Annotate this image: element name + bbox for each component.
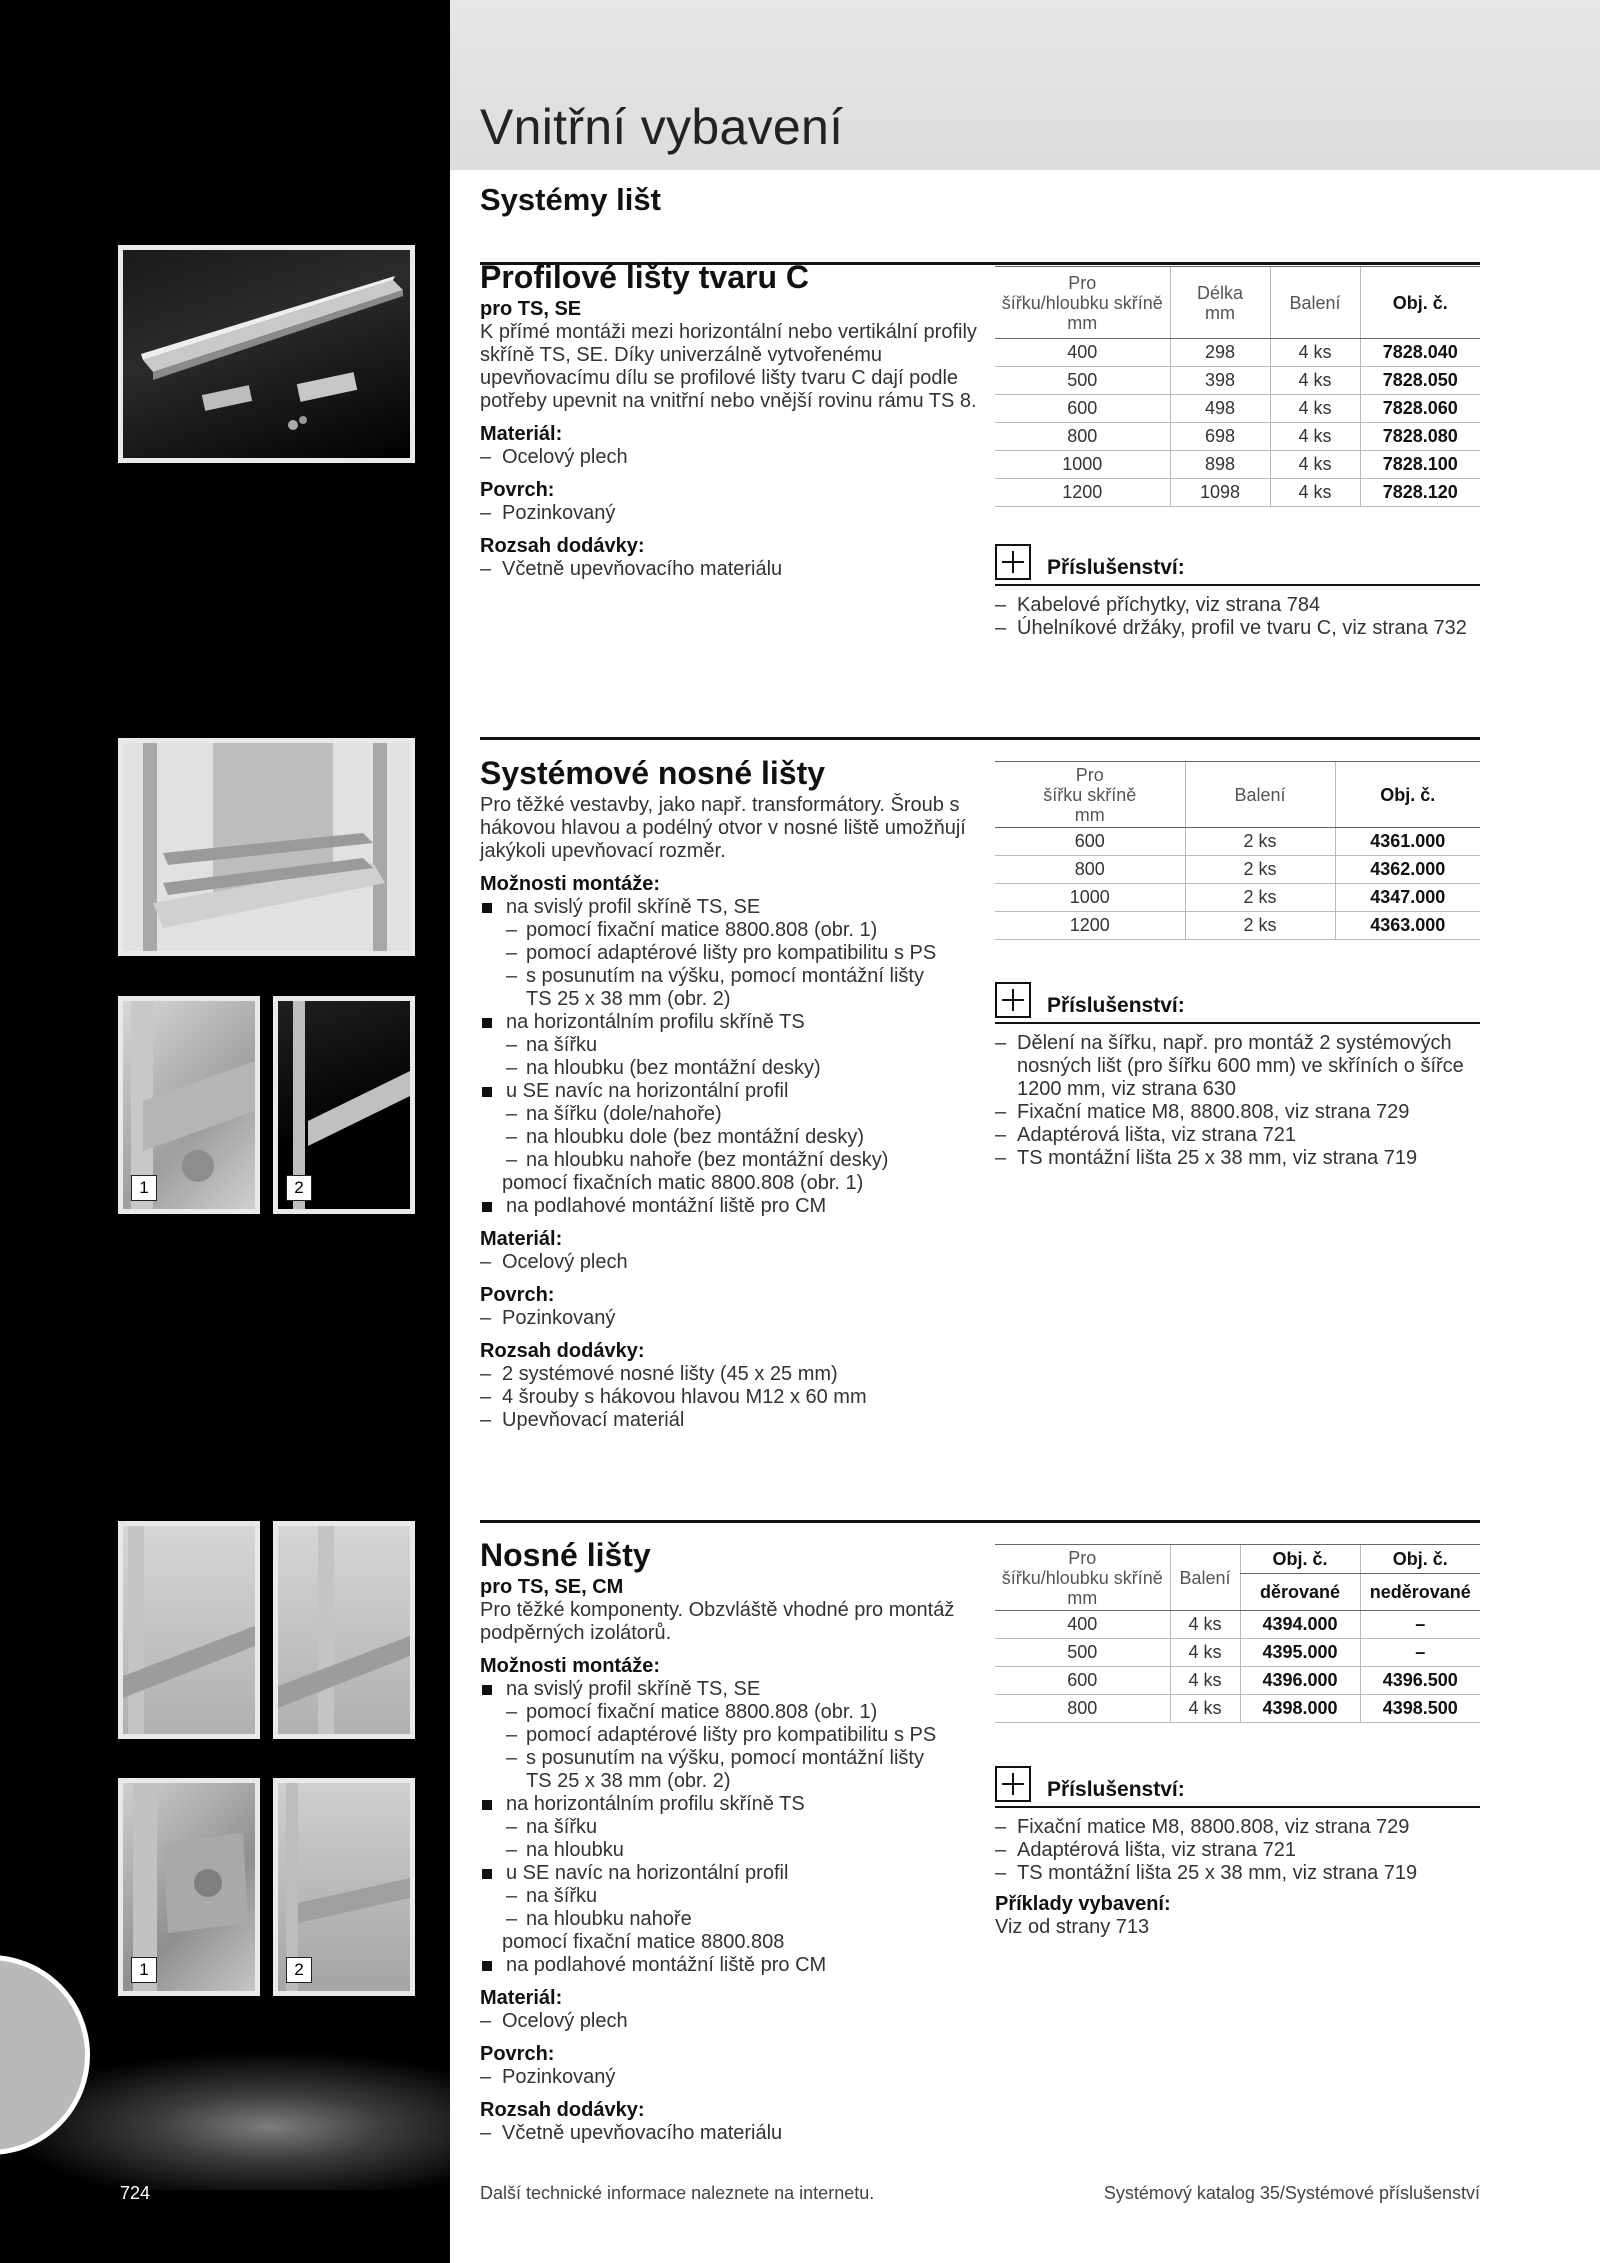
table-header-cell: Balení (1270, 267, 1360, 339)
mount-option: na svislý profil skříně TS, SE (480, 896, 990, 919)
mount-suboption: – na šířku (480, 1816, 990, 1839)
table-header-cell: Délka mm (1170, 267, 1270, 339)
table-row (995, 367, 1480, 395)
table-cell: 498 (1170, 395, 1270, 423)
mount-suboption: – pomocí adaptérové lišty pro kompatibilitu s PS (480, 1724, 990, 1747)
table-row (995, 856, 1480, 884)
mount-suboption: – na šířku (480, 1034, 990, 1057)
section-divider (480, 737, 1480, 740)
table-cell: 4 ks (1270, 451, 1360, 479)
table-cell: 4 ks (1170, 1695, 1240, 1723)
section1-scope: – Včetně upevňovacího materiálu (480, 558, 990, 581)
table-row (995, 912, 1480, 940)
table-cell: 7828.100 (1360, 451, 1480, 479)
table-cell: – (1360, 1611, 1480, 1639)
page-title: Vnitřní vybavení (480, 99, 844, 155)
accessories-header (995, 1766, 1480, 1808)
mount-suboption: – na šířku (dole/nahoře) (480, 1103, 990, 1126)
table-header-cell: děrované (1240, 1573, 1360, 1610)
table-header-cell: Pro šířku skříně mm (995, 762, 1185, 828)
scope-item: – Upevňovací materiál (480, 1409, 990, 1432)
table-row (995, 1667, 1480, 1695)
figure-badge: 2 (286, 1957, 312, 1983)
scope-item: – 2 systémové nosné lišty (45 x 25 mm) (480, 1363, 990, 1386)
table-cell: 4 ks (1270, 367, 1360, 395)
scope-item: – 4 šrouby s hákovou hlavou M12 x 60 mm (480, 1386, 990, 1409)
mount-option: na podlahové montážní liště pro CM (480, 1195, 990, 1218)
table-row (995, 339, 1480, 367)
section3-material: – Ocelový plech (480, 2010, 990, 2033)
figure-2-photo (273, 1778, 415, 1996)
table-cell: 7828.060 (1360, 395, 1480, 423)
mount-option: na podlahové montážní liště pro CM (480, 1954, 990, 1977)
section1-for: pro TS, SE (480, 298, 582, 320)
examples-text: Viz od strany 713 (995, 1916, 1150, 1938)
mount-suboption: – s posunutím na výšku, pomocí montážní lišty (480, 1747, 990, 1770)
table-header-cell: neděrované (1360, 1573, 1480, 1610)
table-cell: 1000 (995, 884, 1185, 912)
accessory-item: – Adaptérová lišta, viz strana 721 (995, 1839, 1480, 1862)
table-cell: 698 (1170, 423, 1270, 451)
accessories-label: Příslušenství: (1047, 555, 1185, 579)
section3-surface-label: Povrch: (480, 2043, 555, 2065)
table-cell: 7828.120 (1360, 479, 1480, 507)
accessories-header (995, 982, 1480, 1024)
figure-1-photo (118, 996, 260, 1214)
table-header-cell: Obj. č. (1360, 1545, 1480, 1574)
section2-material: – Ocelový plech (480, 1251, 990, 1274)
section2-accessories (995, 982, 1480, 1170)
table-cell: 4396.500 (1360, 1667, 1480, 1695)
table-cell: 500 (995, 367, 1170, 395)
table-cell: – (1360, 1639, 1480, 1667)
mount-suboption: – s posunutím na výšku, pomocí montážní lišty (480, 965, 990, 988)
mount-suboption: – pomocí fixační matice 8800.808 (obr. 1) (480, 1701, 990, 1724)
plus-icon (995, 1766, 1031, 1802)
table-header-cell: Obj. č. (1360, 267, 1480, 339)
table-cell: 1200 (995, 479, 1170, 507)
section2-table (995, 761, 1480, 940)
table-cell: 600 (995, 828, 1185, 856)
product-photo-system-rails (118, 738, 415, 956)
footer-catalog: Systémový katalog 35/Systémové příslušenství (1103, 2183, 1480, 2203)
accessory-item: – Dělení na šířku, např. pro montáž 2 systémových nosných lišt (pro šířku 600 mm) ve skříních o šířce 1200 mm, viz strana 630 (995, 1032, 1480, 1101)
table-cell: 298 (1170, 339, 1270, 367)
table-cell: 4 ks (1270, 395, 1360, 423)
table-header-cell: Pro šířku/hloubku skříně mm (995, 267, 1170, 339)
table-cell: 800 (995, 423, 1170, 451)
table-row (995, 828, 1480, 856)
section2-material-label: Materiál: (480, 1228, 563, 1250)
table-cell: 2 ks (1185, 912, 1335, 940)
product-photo-c-rails (118, 245, 415, 463)
section3-material-label: Materiál: (480, 1987, 563, 2009)
section3-table (995, 1544, 1480, 1723)
mount-option: na svislý profil skříně TS, SE (480, 1678, 990, 1701)
accessories-label: Příslušenství: (1047, 1777, 1185, 1801)
plus-icon (995, 982, 1031, 1018)
table-cell: 800 (995, 856, 1185, 884)
page-subtitle: Systémy lišt (480, 182, 661, 217)
figure-badge: 1 (131, 1957, 157, 1983)
section3-for: pro TS, SE, CM (480, 1576, 624, 1598)
section1-scope-label: Rozsah dodávky: (480, 535, 645, 557)
section3-accessories (995, 1766, 1480, 1939)
table-row (995, 1695, 1480, 1723)
section2-desc: Pro těžké vestavby, jako např. transformátory. Šroub s hákovou hlavou a podélný otvor v nosné liště umožňují jakýkoli upevňovací rozměr. (480, 794, 966, 862)
section3-scope: – Včetně upevňovacího materiálu (480, 2122, 990, 2145)
mount-suboption: – na hloubku (bez montážní desky) (480, 1057, 990, 1080)
accessory-item: – Úhelníkové držáky, profil ve tvaru C, viz strana 732 (995, 617, 1480, 640)
mount-suboption-cont: TS 25 x 38 mm (obr. 2) (526, 988, 731, 1010)
table-header-cell: Obj. č. (1335, 762, 1480, 828)
table-cell: 400 (995, 1611, 1170, 1639)
section2-title: Systémové nosné lišty (480, 755, 826, 791)
section1-material-label: Materiál: (480, 423, 563, 445)
section3-photo-a-illustration (123, 1526, 255, 1734)
table-cell: 600 (995, 395, 1170, 423)
table-cell: 7828.080 (1360, 423, 1480, 451)
page-number: 724 (120, 2183, 151, 2203)
table-row (995, 479, 1480, 507)
table-header-cell: Balení (1170, 1545, 1240, 1611)
section1-surface: – Pozinkovaný (480, 502, 990, 525)
table-row (995, 423, 1480, 451)
mount-suboption-cont: pomocí fixačních matic 8800.808 (obr. 1) (502, 1172, 864, 1194)
accessory-item: – Fixační matice M8, 8800.808, viz strana 729 (995, 1816, 1480, 1839)
table-cell: 4362.000 (1335, 856, 1480, 884)
table-cell: 398 (1170, 367, 1270, 395)
table-cell: 500 (995, 1639, 1170, 1667)
section1-desc: K přímé montáži mezi horizontální nebo vertikální profily skříně TS, SE. Díky univerzálně vytvořenému upevňovacímu dílu se profilové lišty tvaru C dají podle potřeby upevnit na vnitřní nebo vnější rovinu rámu TS 8. (480, 321, 977, 412)
table-cell: 4 ks (1170, 1611, 1240, 1639)
figure-2-photo (273, 996, 415, 1214)
section1-material: – Ocelový plech (480, 446, 990, 469)
table-row (995, 451, 1480, 479)
accessory-item: – TS montážní lišta 25 x 38 mm, viz strana 719 (995, 1862, 1480, 1885)
mount-option: na horizontálním profilu skříně TS (480, 1793, 990, 1816)
section3-text (480, 1536, 990, 2145)
table-cell: 4363.000 (1335, 912, 1480, 940)
table-cell: 600 (995, 1667, 1170, 1695)
section1-text (480, 258, 990, 581)
table-cell: 2 ks (1185, 856, 1335, 884)
table-cell: 4 ks (1270, 423, 1360, 451)
mount-suboption: – na šířku (480, 1885, 990, 1908)
accessory-item: – Kabelové příchytky, viz strana 784 (995, 594, 1480, 617)
section3-photo-b (273, 1521, 415, 1739)
figure-badge: 1 (131, 1175, 157, 1201)
table-cell: 4394.000 (1240, 1611, 1360, 1639)
mount-suboption: – na hloubku dole (bez montážní desky) (480, 1126, 990, 1149)
table-cell: 4395.000 (1240, 1639, 1360, 1667)
table-cell: 1098 (1170, 479, 1270, 507)
section3-photo-a (118, 1521, 260, 1739)
table-cell: 4347.000 (1335, 884, 1480, 912)
system-rail-illustration (123, 743, 410, 951)
table-cell: 400 (995, 339, 1170, 367)
table-header-cell: Pro šířku/hloubku skříně mm (995, 1545, 1170, 1611)
table-cell: 898 (1170, 451, 1270, 479)
section1-table (995, 266, 1480, 507)
accessory-item: – Adaptérová lišta, viz strana 721 (995, 1124, 1480, 1147)
table-cell: 2 ks (1185, 828, 1335, 856)
mount-suboption-cont: TS 25 x 38 mm (obr. 2) (526, 1770, 731, 1792)
c-rail-illustration (123, 250, 410, 458)
section1-accessories (995, 544, 1480, 640)
section3-options-label: Možnosti montáže: (480, 1655, 660, 1677)
section3-title: Nosné lišty (480, 1537, 651, 1573)
table-cell: 4361.000 (1335, 828, 1480, 856)
mount-suboption-cont: pomocí fixační matice 8800.808 (502, 1931, 785, 1953)
footer-note: Další technické informace naleznete na internetu. (480, 2183, 875, 2203)
table-cell: 1000 (995, 451, 1170, 479)
table-row (995, 884, 1480, 912)
table-cell: 4 ks (1170, 1639, 1240, 1667)
table-cell: 1200 (995, 912, 1185, 940)
table-row (995, 395, 1480, 423)
table-cell: 4396.000 (1240, 1667, 1360, 1695)
accessory-item: – TS montážní lišta 25 x 38 mm, viz strana 719 (995, 1147, 1480, 1170)
accessories-label: Příslušenství: (1047, 993, 1185, 1017)
section1-title: Profilové lišty tvaru C (480, 259, 809, 295)
table-row (995, 1639, 1480, 1667)
mount-suboption: – pomocí adaptérové lišty pro kompatibilitu s PS (480, 942, 990, 965)
examples-label: Příklady vybavení: (995, 1893, 1171, 1915)
table-cell: 7828.050 (1360, 367, 1480, 395)
table-cell: 4 ks (1170, 1667, 1240, 1695)
mount-suboption: – na hloubku nahoře (480, 1908, 990, 1931)
table-cell: 4398.000 (1240, 1695, 1360, 1723)
accessory-item: – Fixační matice M8, 8800.808, viz strana 729 (995, 1101, 1480, 1124)
table-header-cell: Obj. č. (1240, 1545, 1360, 1574)
section2-surface: – Pozinkovaný (480, 1307, 990, 1330)
figure-1-photo (118, 1778, 260, 1996)
section2-surface-label: Povrch: (480, 1284, 555, 1306)
section2-scope-label: Rozsah dodávky: (480, 1340, 645, 1362)
table-cell: 800 (995, 1695, 1170, 1723)
section2-text (480, 754, 990, 1432)
mount-option: na horizontálním profilu skříně TS (480, 1011, 990, 1034)
section3-photo-b-illustration (278, 1526, 410, 1734)
section3-surface: – Pozinkovaný (480, 2066, 990, 2089)
mount-option: u SE navíc na horizontální profil (480, 1862, 990, 1885)
mount-suboption: – na hloubku (480, 1839, 990, 1862)
section3-scope-label: Rozsah dodávky: (480, 2099, 645, 2121)
figure-badge: 2 (286, 1175, 312, 1201)
table-header-cell: Balení (1185, 762, 1335, 828)
section-divider (480, 1520, 1480, 1523)
section2-options-label: Možnosti montáže: (480, 873, 660, 895)
mount-suboption: – pomocí fixační matice 8800.808 (obr. 1) (480, 919, 990, 942)
table-cell: 7828.040 (1360, 339, 1480, 367)
section3-desc: Pro těžké komponenty. Obzvláště vhodné pro montáž podpěrných izolátorů. (480, 1599, 955, 1644)
mount-option: u SE navíc na horizontální profil (480, 1080, 990, 1103)
section1-surface-label: Povrch: (480, 479, 555, 501)
table-cell: 4 ks (1270, 339, 1360, 367)
table-cell: 4398.500 (1360, 1695, 1480, 1723)
table-row (995, 1611, 1480, 1639)
table-cell: 2 ks (1185, 884, 1335, 912)
table-cell: 4 ks (1270, 479, 1360, 507)
mount-suboption: – na hloubku nahoře (bez montážní desky) (480, 1149, 990, 1172)
accessories-header (995, 544, 1480, 586)
plus-icon (995, 544, 1031, 580)
